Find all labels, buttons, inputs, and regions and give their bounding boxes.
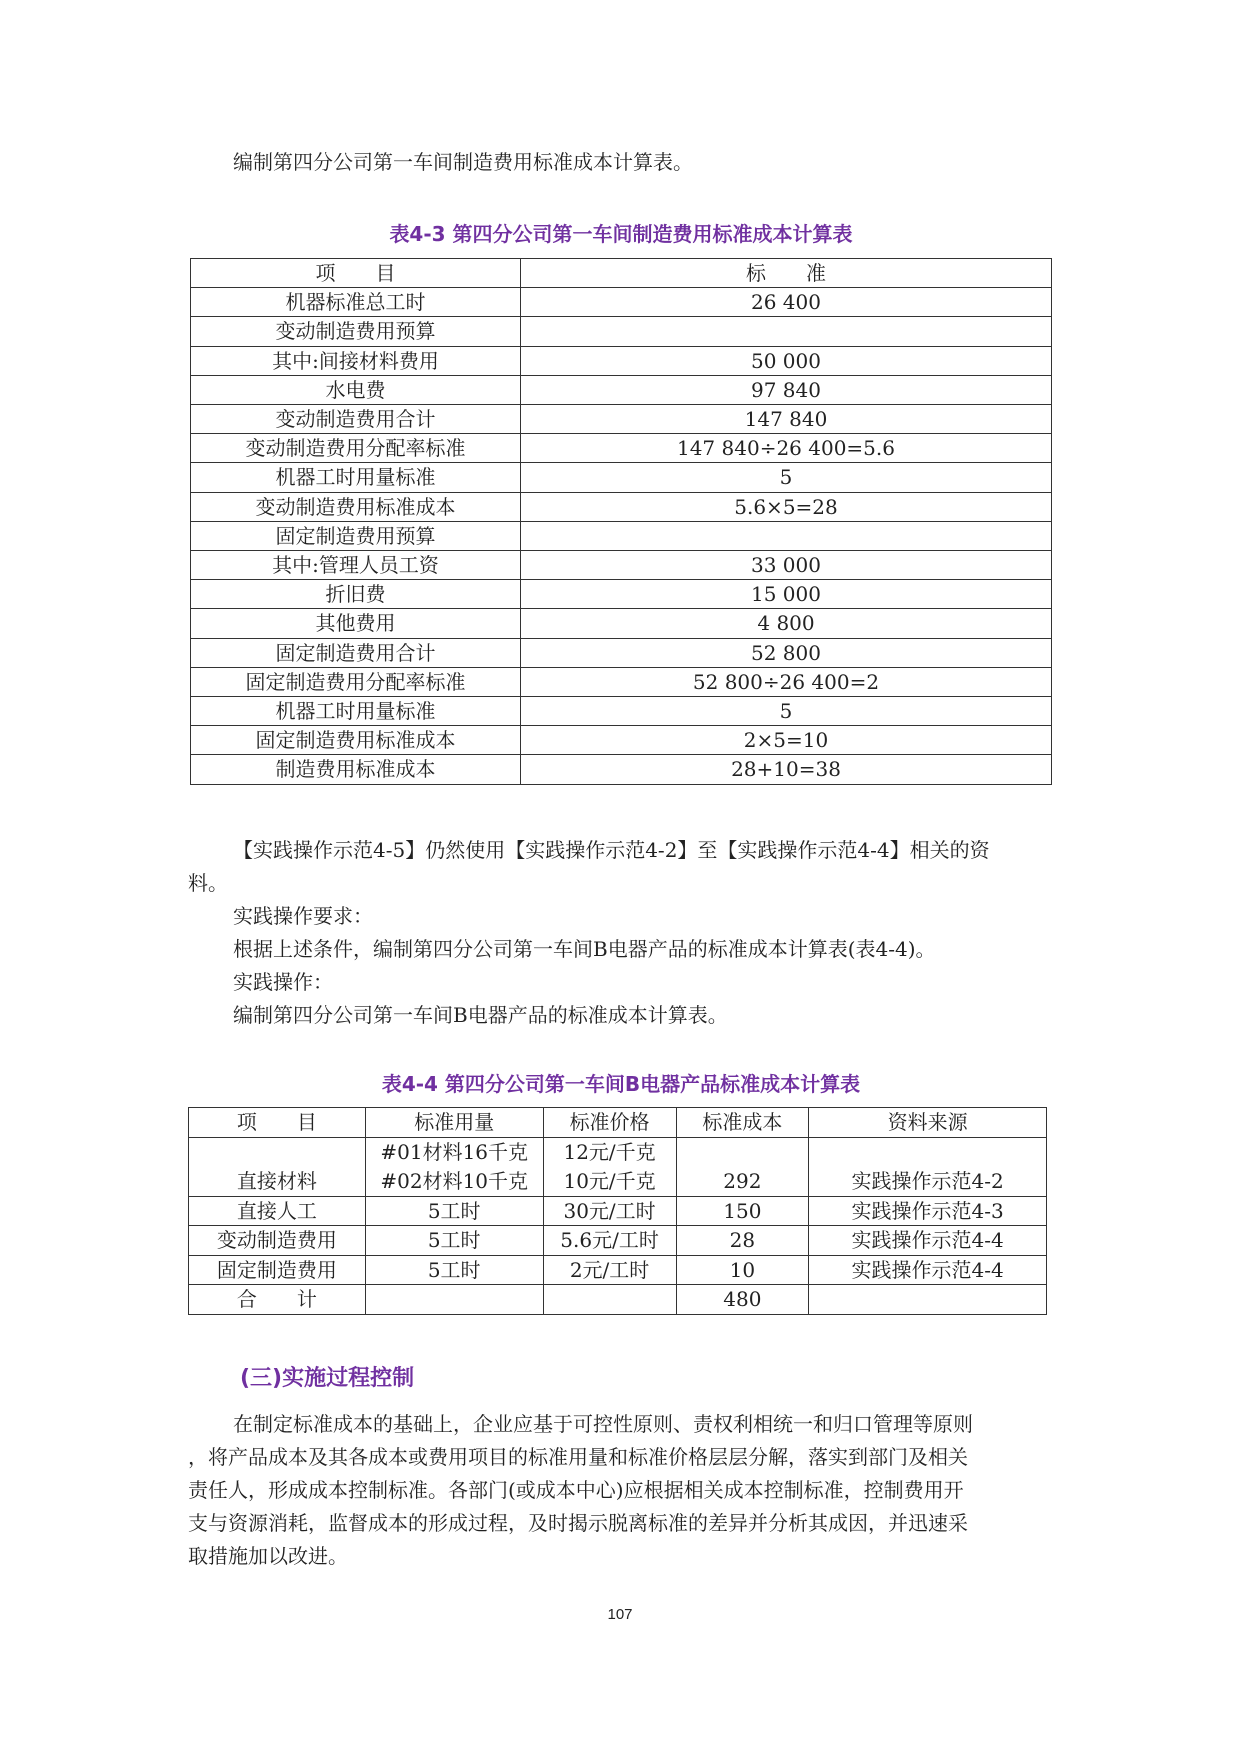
table1-row (191, 609, 1052, 638)
cost-cell: 150 (676, 1196, 809, 1226)
practice-line-2: 料。 (188, 871, 228, 895)
table1-row (191, 463, 1052, 492)
table1-row (191, 667, 1052, 696)
item-cell: 固定制造费用 (189, 1255, 366, 1285)
cost-cell: 292 (676, 1137, 809, 1196)
item-cell: 直接材料 (189, 1137, 366, 1196)
table1-row (191, 405, 1052, 434)
item-cell: 机器标准总工时 (191, 288, 521, 317)
item-cell: 固定制造费用预算 (191, 521, 521, 550)
standard-cell: 26 400 (521, 288, 1052, 317)
price-cell: 5.6元/工时 (543, 1226, 676, 1256)
source-cell: 实践操作示范4-2 (809, 1137, 1047, 1196)
table1-row (191, 521, 1052, 550)
table1-row (191, 375, 1052, 404)
source-cell: 实践操作示范4-4 (809, 1226, 1047, 1256)
header-cell: 标准成本 (676, 1108, 809, 1138)
product-standard-cost-table (188, 1107, 1047, 1315)
requirement-text: 根据上述条件，编制第四分公司第一车间B电器产品的标准成本计算表(表4-4)。 (233, 937, 936, 961)
table1-row (191, 697, 1052, 726)
price-line: 12元/千克 (563, 1139, 656, 1164)
standard-cell: 2×5=10 (521, 726, 1052, 755)
item-cell: 其他费用 (191, 609, 521, 638)
requirement-label: 实践操作要求： (233, 904, 373, 928)
item-cell: 固定制造费用分配率标准 (191, 667, 521, 696)
table1-header-row (191, 259, 1052, 288)
table1-row (191, 434, 1052, 463)
usage-line: #02材料10千克 (380, 1168, 529, 1193)
total-cell (543, 1285, 676, 1315)
operation-text: 编制第四分公司第一车间B电器产品的标准成本计算表。 (233, 1003, 728, 1027)
standard-cell: 50 000 (521, 346, 1052, 375)
item-cell: 变动制造费用合计 (191, 405, 521, 434)
usage-line: #01材料16千克 (380, 1139, 529, 1164)
table2-total-row (189, 1285, 1047, 1315)
standard-cell: 4 800 (521, 609, 1052, 638)
standard-cell: 52 800÷26 400=2 (521, 667, 1052, 696)
manufacturing-overhead-table (190, 258, 1052, 785)
source-cell: 实践操作示范4-4 (809, 1255, 1047, 1285)
usage-cell (365, 1137, 543, 1196)
item-cell: 机器工时用量标准 (191, 463, 521, 492)
total-cell (365, 1285, 543, 1315)
item-cell: 固定制造费用标准成本 (191, 726, 521, 755)
table1-row (191, 755, 1052, 784)
operation-label: 实践操作： (233, 970, 333, 994)
standard-cell (521, 317, 1052, 346)
body-line-2: ，将产品成本及其各成本或费用项目的标准用量和标准价格层层分解，落实到部门及相关 (188, 1445, 968, 1469)
table2-header-row (189, 1108, 1047, 1138)
standard-cell (521, 521, 1052, 550)
total-cell (809, 1285, 1047, 1315)
item-cell: 变动制造费用标准成本 (191, 492, 521, 521)
table1-row (191, 551, 1052, 580)
usage-cell: 5工时 (365, 1255, 543, 1285)
standard-cell: 5 (521, 463, 1052, 492)
table2-row (189, 1255, 1047, 1285)
table1-row (191, 638, 1052, 667)
item-cell: 水电费 (191, 375, 521, 404)
total-cost-cell: 480 (676, 1285, 809, 1315)
header-cell: 标准用量 (365, 1108, 543, 1138)
practice-line-1: 【实践操作示范4-5】仍然使用【实践操作示范4-2】至【实践操作示范4-4】相关的资 (233, 838, 990, 862)
standard-cell: 5.6×5=28 (521, 492, 1052, 521)
item-cell: 制造费用标准成本 (191, 755, 521, 784)
usage-cell: 5工时 (365, 1226, 543, 1256)
body-line-4: 支与资源消耗，监督成本的形成过程，及时揭示脱离标准的差异并分析其成因，并迅速采 (188, 1511, 968, 1535)
total-label-cell: 合 计 (189, 1285, 366, 1315)
price-cell (543, 1137, 676, 1196)
table2-row-direct-material (189, 1137, 1047, 1196)
table1-row (191, 346, 1052, 375)
item-cell: 其中:管理人员工资 (191, 551, 521, 580)
table2-row (189, 1196, 1047, 1226)
item-cell: 变动制造费用 (189, 1226, 366, 1256)
item-cell: 变动制造费用预算 (191, 317, 521, 346)
standard-cell: 15 000 (521, 580, 1052, 609)
item-cell: 折旧费 (191, 580, 521, 609)
header-cell: 项 目 (189, 1108, 366, 1138)
page-number: 107 (607, 1606, 633, 1623)
header-cell: 资料来源 (809, 1108, 1047, 1138)
table1-row (191, 492, 1052, 521)
body-line-5: 取措施加以改进。 (188, 1544, 348, 1568)
table2-caption: 表4-4 第四分公司第一车间B电器产品标准成本计算表 (381, 1072, 861, 1096)
item-cell: 其中:间接材料费用 (191, 346, 521, 375)
standard-cell: 5 (521, 697, 1052, 726)
intro-paragraph: 编制第四分公司第一车间制造费用标准成本计算表。 (233, 150, 693, 174)
section-heading: (三)实施过程控制 (240, 1366, 415, 1391)
item-cell: 直接人工 (189, 1196, 366, 1226)
usage-cell: 5工时 (365, 1196, 543, 1226)
item-cell: 变动制造费用分配率标准 (191, 434, 521, 463)
header-cell: 项 目 (191, 259, 521, 288)
item-cell: 机器工时用量标准 (191, 697, 521, 726)
source-cell: 实践操作示范4-3 (809, 1196, 1047, 1226)
item-cell: 固定制造费用合计 (191, 638, 521, 667)
standard-cell: 147 840 (521, 405, 1052, 434)
body-line-1: 在制定标准成本的基础上，企业应基于可控性原则、责权利相统一和归口管理等原则 (233, 1412, 973, 1436)
table1-row (191, 580, 1052, 609)
cost-cell: 28 (676, 1226, 809, 1256)
price-cell: 30元/工时 (543, 1196, 676, 1226)
table1-row (191, 288, 1052, 317)
price-line: 10元/千克 (563, 1168, 656, 1193)
price-cell: 2元/工时 (543, 1255, 676, 1285)
header-cell: 标准价格 (543, 1108, 676, 1138)
standard-cell: 33 000 (521, 551, 1052, 580)
cost-cell: 10 (676, 1255, 809, 1285)
table1-row (191, 317, 1052, 346)
standard-cell: 52 800 (521, 638, 1052, 667)
table1-row (191, 726, 1052, 755)
body-line-3: 责任人，形成成本控制标准。各部门(或成本中心)应根据相关成本控制标准，控制费用开 (188, 1478, 964, 1502)
standard-cell: 97 840 (521, 375, 1052, 404)
table1-caption: 表4-3 第四分公司第一车间制造费用标准成本计算表 (389, 222, 853, 246)
table2-row (189, 1226, 1047, 1256)
standard-cell: 147 840÷26 400=5.6 (521, 434, 1052, 463)
standard-cell: 28+10=38 (521, 755, 1052, 784)
header-cell: 标 准 (521, 259, 1052, 288)
